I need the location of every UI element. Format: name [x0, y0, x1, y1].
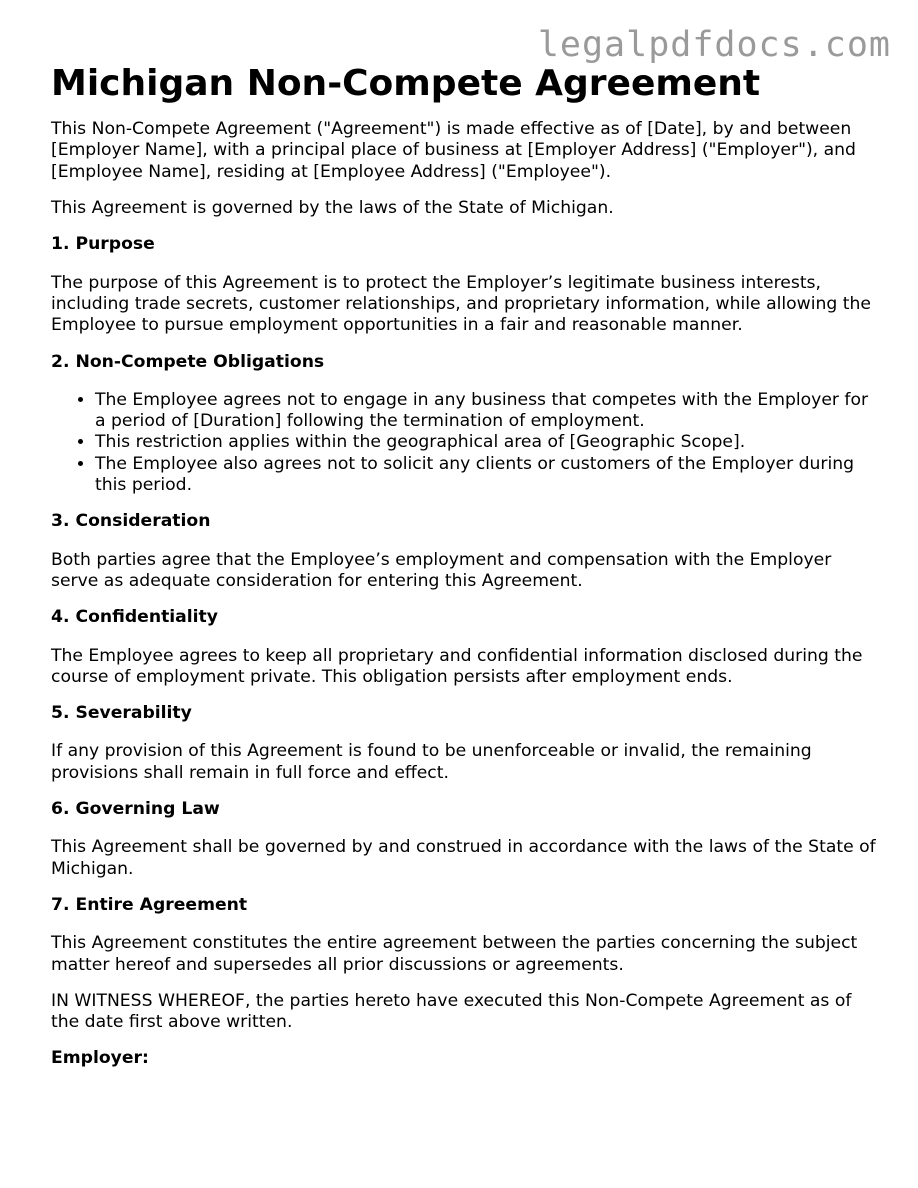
section-body-purpose: The purpose of this Agreement is to protect the Employer’s legitimate business interests, including trade secrets, customer relationships, and proprietary information, while allowing the Employee to pursue employment opportunities in a fair and reasonable manner. [51, 272, 871, 336]
section-heading-consideration: 3. Consideration [51, 511, 211, 532]
list-item: • This restriction applies within the geographical area of [Geographic Scope]. [95, 432, 881, 453]
intro-paragraph: This Non-Compete Agreement ("Agreement") is made effective as of [Date], by and between [Employer Name], with a principal place of business at [Employer Address] ("Employer"), and [Employee Name], residing at [Employee Address] ("Employee"). [51, 119, 856, 182]
governing-statement: This Agreement is governed by the laws of the State of Michigan. [51, 198, 614, 219]
section-body-governing-law: This Agreement shall be governed by and construed in accordance with the laws of the State of Michigan. [51, 837, 876, 879]
section-heading-severability: 5. Severability [51, 703, 192, 724]
employer-signature-label: Employer: [51, 1048, 149, 1069]
watermark: legalpdfdocs.com [537, 25, 891, 65]
section-body-consideration: Both parties agree that the Employee’s employment and compensation with the Employer serve as adequate consideration for entering this Agreement. [51, 549, 832, 591]
document-body [51, 62, 881, 1087]
page-title: Michigan Non-Compete Agreement [51, 63, 761, 104]
list-item: • The Employee agrees not to engage in any business that competes with the Employer for a period of [Duration] following the termination of employment. [95, 390, 881, 433]
witness-statement: IN WITNESS WHEREOF, the parties hereto have executed this Non-Compete Agreement as of the date first above written. [51, 990, 852, 1033]
section-body-confidentiality: The Employee agrees to keep all proprietary and confidential information disclosed during the course of employment private. This obligation persists after employment ends. [51, 645, 863, 687]
section-heading-entire-agreement: 7. Entire Agreement [51, 894, 248, 915]
section-heading-purpose: 1. Purpose [51, 234, 155, 255]
section-heading-obligations: 2. Non-Compete Obligations [51, 351, 325, 372]
section-body-severability: If any provision of this Agreement is found to be unenforceable or invalid, the remaining provisions shall remain in full force and effect. [51, 741, 812, 783]
section-heading-confidentiality: 4. Confidentiality [51, 607, 218, 628]
list-item: • The Employee also agrees not to solicit any clients or customers of the Employer during this period. [95, 454, 881, 497]
obligations-list [51, 390, 881, 496]
section-heading-governing-law: 6. Governing Law [51, 799, 220, 820]
section-body-entire-agreement: This Agreement constitutes the entire agreement between the parties concerning the subject matter hereof and supersedes all prior discussions or agreements. [51, 933, 858, 975]
